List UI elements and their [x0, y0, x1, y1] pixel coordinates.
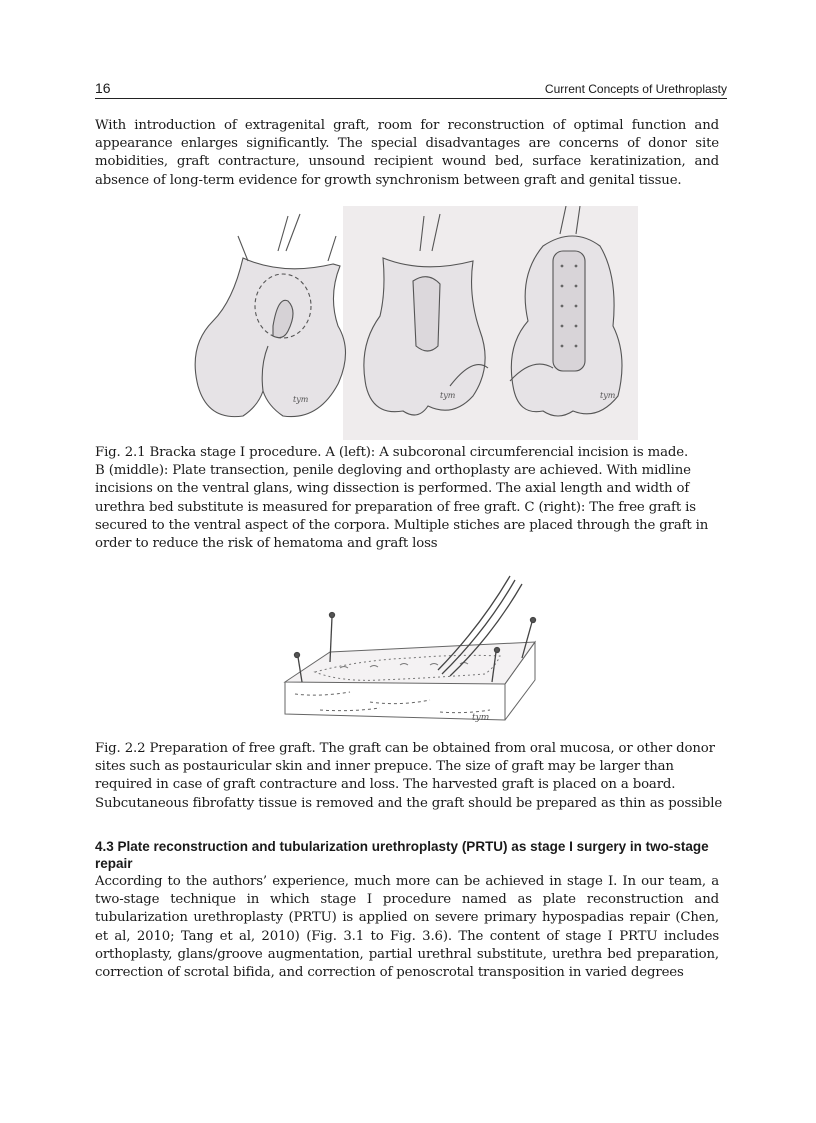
figure-2-2-signature: tym	[472, 713, 490, 723]
figure-2-2-caption-line: Fig. 2.2 Preparation of free graft. The graft can be obtained from oral mucosa, or other donor	[95, 741, 715, 756]
figure-2-2-caption-line: required in case of graft contracture and loss. The harvested graft is placed on a board.	[95, 777, 676, 793]
figure-2-1-caption-line: Fig. 2.1 Bracka stage I procedure. A (left): A subcoronal circumferencial incision is made.	[95, 445, 689, 460]
figure-2-2-caption-line: Subcutaneous fibrofatty tissue is removed and the graft should be prepared as thin as possible	[95, 795, 723, 811]
figure-2-1-illustration	[188, 206, 638, 440]
board-drawing	[285, 642, 535, 720]
figure-2-1-caption-line: incisions on the ventral glans, wing dissection is performed. The axial length and width of	[95, 481, 690, 497]
page-header	[95, 80, 727, 99]
figure-2-1-caption-line: urethra bed substitute is measured for preparation of free graft. C (right): The free graft is	[95, 499, 696, 515]
panel-c-signature: tym	[600, 391, 616, 400]
panel-a-drawing	[195, 214, 345, 417]
figure-2-1-caption-line: secured to the ventral aspect of the corpora. Multiple stiches are placed through the graft in	[95, 517, 709, 533]
page-number: 16	[95, 80, 111, 96]
figure-2-2-caption	[95, 740, 723, 813]
panel-b-signature: tym	[440, 391, 456, 400]
figure-2-1-caption-line: B (middle): Plate transection, penile degloving and orthoplasty are achieved. With midline	[95, 463, 691, 479]
figure-2-2-caption-line: sites such as postauricular skin and inner prepuce. The size of graft may be larger than	[95, 759, 674, 775]
running-title: Current Concepts of Urethroplasty	[544, 82, 727, 96]
panel-a-signature: tym	[293, 395, 309, 404]
figure-2-2-illustration	[260, 572, 560, 738]
section-heading: 4.3 Plate reconstruction and tubularization urethroplasty (PRTU) as stage I surgery in two-stage repair	[95, 839, 709, 871]
section-paragraph: According to the authors’ experience, much more can be achieved in stage I. In our team, a two-stage technique in which stage I procedure named as plate reconstruction and tubularization urethroplasty (PRTU) is applied on severe primary hypospadias repair (Chen, et al, 2010; Tang et al, 2010) (Fig. 3.1 to Fig. 3.6). The content of stage I PRTU includes orthoplasty, glans/groove augmentation, partial urethral substitute, urethra bed preparation, correction of scrotal bifida, and correction of penoscrotal transposition in varied degrees	[95, 874, 719, 981]
figure-2-1-caption	[95, 444, 723, 553]
intro-paragraph: With introduction of extragenital graft, room for reconstruction of optimal function and appearance enlarges significantly. The special disadvantages are concerns of donor site mobidities, graft contracture, unsound recipient wound bed, surface keratinization, and absence of long-term evidence for growth synchronism between graft and genital tissue.	[95, 118, 719, 188]
figure-2-1-caption-line: order to reduce the risk of hematoma and graft loss	[95, 536, 438, 552]
